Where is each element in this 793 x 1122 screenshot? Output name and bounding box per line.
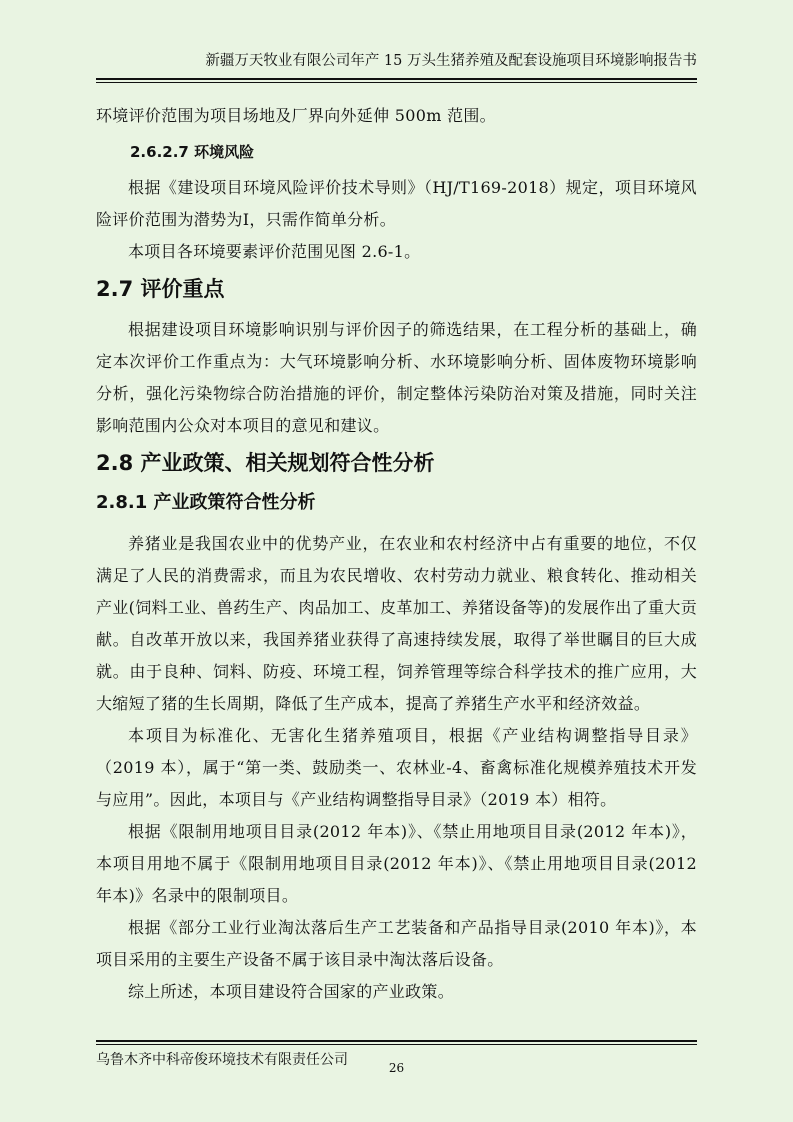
footer-organization: 乌鲁木齐中科帝俊环境技术有限责任公司 — [96, 1052, 348, 1068]
running-header-title: 新疆万天牧业有限公司年产 15 万头生猪养殖及配套设施项目环境影响报告书 — [205, 53, 697, 69]
page-body — [96, 100, 697, 1008]
risk-paragraph-2: 本项目各环境要素评价范围见图 2.6-1。 — [128, 242, 421, 261]
section-heading-2-6-2-7: 2.6.2.7 环境风险 — [130, 143, 255, 161]
footer-rule-thin — [96, 1044, 697, 1045]
policy-paragraph-3: 根据《限制用地项目目录(2012 年本)》、《禁止用地项目目录(2012 年本)》，本项目用地不属于《限制用地项目目录(2012 年本)》、《禁止用地项目目录(2012 年本)》名录中的限制项目。 — [96, 822, 697, 905]
policy-paragraph-5: 综上所述，本项目建设符合国家的产业政策。 — [128, 982, 455, 1001]
header-rule — [96, 78, 697, 80]
section-heading-2-8-1: 2.8.1 产业政策符合性分析 — [96, 492, 316, 513]
risk-paragraph-1: 根据《建设项目环境风险评价技术导则》（HJ/T169-2018）规定，项目环境风险评价范围为潜势为Ⅰ，只需作简单分析。 — [96, 178, 697, 229]
policy-paragraph-1: 养猪业是我国农业中的优势产业，在农业和农村经济中占有重要的地位，不仅满足了人民的消费需求，而且为农民增收、农村劳动力就业、粮食转化、推动相关产业(饲料工业、兽药生产、肉品加工、皮革加工、养猪设备等)的发展作出了重大贡献。自改革开放以来，我国养猪业获得了高速持续发展，取得了举世瞩目的巨大成就。由于良种、饲料、防疫、环境工程，饲养管理等综合科学技术的推广应用，大大缩短了猪的生长周期，降低了生产成本，提高了养猪生产水平和经济效益。 — [96, 534, 697, 713]
header-rule-thin — [96, 82, 697, 83]
policy-paragraph-4: 根据《部分工业行业淘汰落后生产工艺装备和产品指导目录(2010 年本)》，本项目采用的主要生产设备不属于该目录中淘汰落后设备。 — [96, 918, 697, 969]
section-heading-2-8: 2.8 产业政策、相关规划符合性分析 — [96, 451, 435, 475]
evaluation-focus-paragraph: 根据建设项目环境影响识别与评价因子的筛选结果，在工程分析的基础上，确定本次评价工作重点为：大气环境影响分析、水环境影响分析、固体废物环境影响分析，强化污染物综合防治措施的评价，制定整体污染防治对策及措施，同时关注影响范围内公众对本项目的意见和建议。 — [96, 320, 697, 435]
page-number: 26 — [388, 1061, 405, 1075]
policy-paragraph-2: 本项目为标准化、无害化生猪养殖项目，根据《产业结构调整指导目录》（2019 本），属于“第一类、鼓励类一、农林业-4、畜禽标准化规模养殖技术开发与应用”。因此，本项目与《产业结构调整指导目录》（2019 本）相符。 — [96, 726, 697, 809]
section-heading-2-7: 2.7 评价重点 — [96, 277, 225, 301]
intro-paragraph: 环境评价范围为项目场地及厂界向外延伸 500m 范围。 — [96, 106, 496, 125]
footer-rule — [96, 1040, 697, 1042]
